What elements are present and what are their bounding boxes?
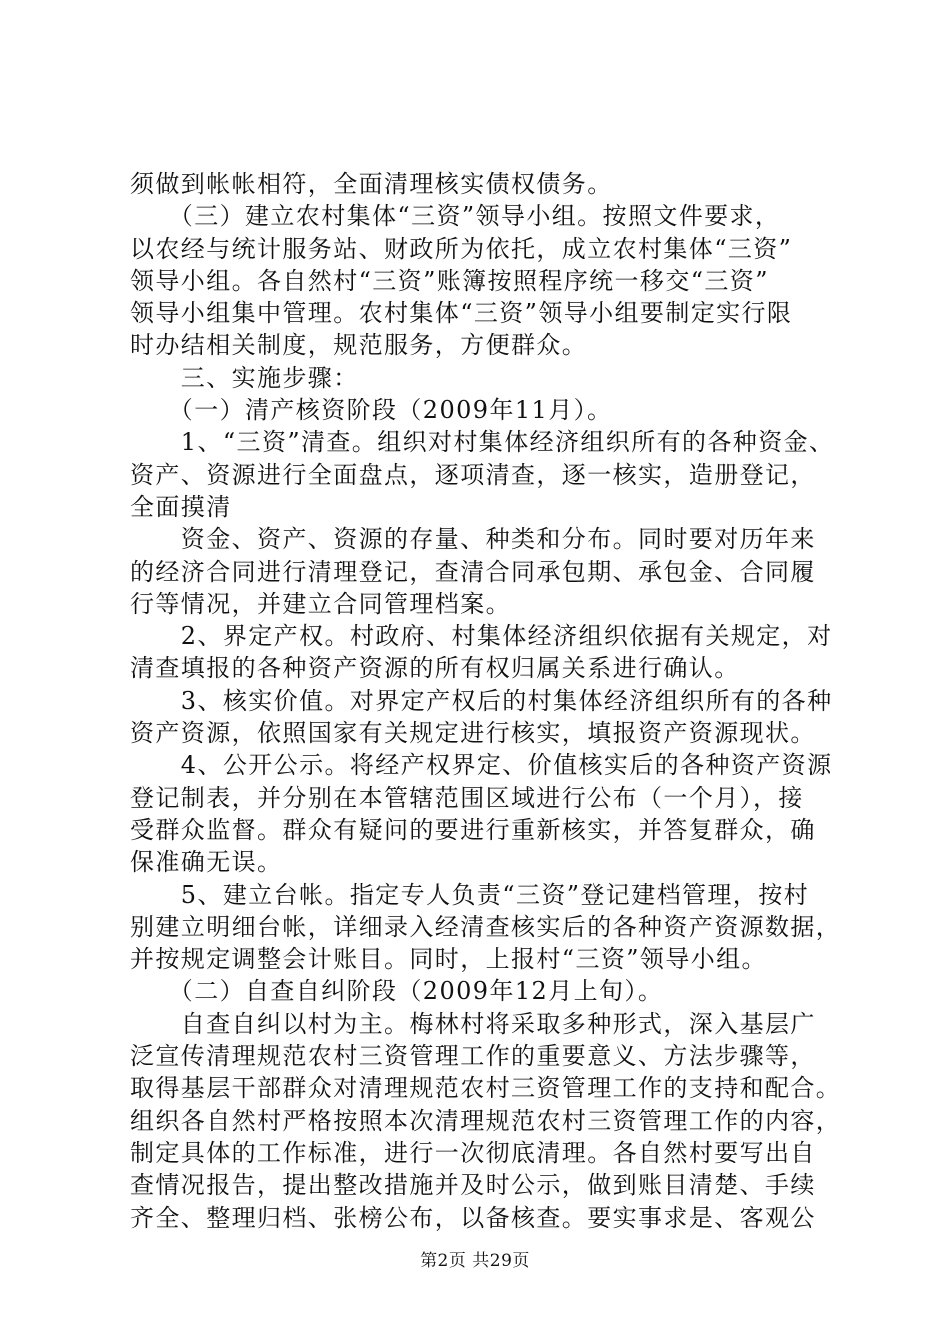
text-line: 4、公开公示。将经产权界定、价值核实后的各种资产资源 xyxy=(130,751,833,780)
text-line: 2、界定产权。村政府、村集体经济组织依据有关规定，对 xyxy=(130,622,833,651)
text-line: 组织各自然村严格按照本次清理规范农村三资管理工作的内容， xyxy=(130,1106,842,1135)
section-heading: 三、实施步骤： xyxy=(130,363,359,392)
subsection-heading: （二）自查自纠阶段（2009年12月上旬）。 xyxy=(130,977,664,1006)
text-line: 领导小组。各自然村“三资”账簿按照程序统一移交“三资” xyxy=(130,266,769,295)
text-line: 的经济合同进行清理登记，查清合同承包期、承包金、合同履 xyxy=(130,557,816,586)
text-line: 1、“三资”清查。组织对村集体经济组织所有的各种资金、 xyxy=(130,428,835,457)
text-line: 时办结相关制度，规范服务，方便群众。 xyxy=(130,331,588,360)
document-body xyxy=(130,168,842,1234)
text-line: 行等情况，并建立合同管理档案。 xyxy=(130,589,511,618)
text-line: 资金、资产、资源的存量、种类和分布。同时要对历年来 xyxy=(130,525,816,554)
text-line: 清查填报的各种资产资源的所有权归属关系进行确认。 xyxy=(130,654,740,683)
text-line: 别建立明细台帐，详细录入经清查核实后的各种资产资源数据， xyxy=(130,912,842,941)
text-line: 3、核实价值。对界定产权后的村集体经济组织所有的各种 xyxy=(130,686,833,715)
text-line: （三）建立农村集体“三资”领导小组。按照文件要求， xyxy=(130,202,781,231)
text-line: 以农经与统计服务站、财政所为依托，成立农村集体“三资” xyxy=(130,234,793,263)
text-line: 制定具体的工作标准，进行一次彻底清理。各自然村要写出自 xyxy=(130,1138,816,1167)
text-line: 资产资源，依照国家有关规定进行核实，填报资产资源现状。 xyxy=(130,719,816,748)
text-line: 受群众监督。群众有疑问的要进行重新核实，并答复群众，确 xyxy=(130,815,816,844)
text-line: 查情况报告，提出整改措施并及时公示，做到账目清楚、手续 xyxy=(130,1171,816,1200)
page-number-footer: 第2页 共29页 xyxy=(420,1251,530,1271)
text-line: 齐全、整理归档、张榜公布，以备核查。要实事求是、客观公 xyxy=(130,1203,816,1232)
text-line: 取得基层干部群众对清理规范农村三资管理工作的支持和配合。 xyxy=(130,1074,842,1103)
text-line: 全面摸清 xyxy=(130,492,232,521)
text-line: 泛宣传清理规范农村三资管理工作的重要意义、方法步骤等， xyxy=(130,1042,816,1071)
text-line: 并按规定调整会计账目。同时，上报村“三资”领导小组。 xyxy=(130,945,767,974)
text-line: 保准确无误。 xyxy=(130,848,283,877)
subsection-heading: （一）清产核资阶段（2009年11月）。 xyxy=(130,396,613,425)
text-line: 自查自纠以村为主。梅林村将采取多种形式，深入基层广 xyxy=(130,1009,816,1038)
text-line: 登记制表，并分别在本管辖范围区域进行公布（一个月），接 xyxy=(130,783,804,812)
text-line: 领导小组集中管理。农村集体“三资”领导小组要制定实行限 xyxy=(130,299,793,328)
text-line: 资产、资源进行全面盘点，逐项清查，逐一核实，造册登记， xyxy=(130,460,816,489)
text-line: 5、建立台帐。指定专人负责“三资”登记建档管理，按村 xyxy=(130,880,810,909)
text-line: 须做到帐帐相符，全面清理核实债权债务。 xyxy=(130,170,613,198)
